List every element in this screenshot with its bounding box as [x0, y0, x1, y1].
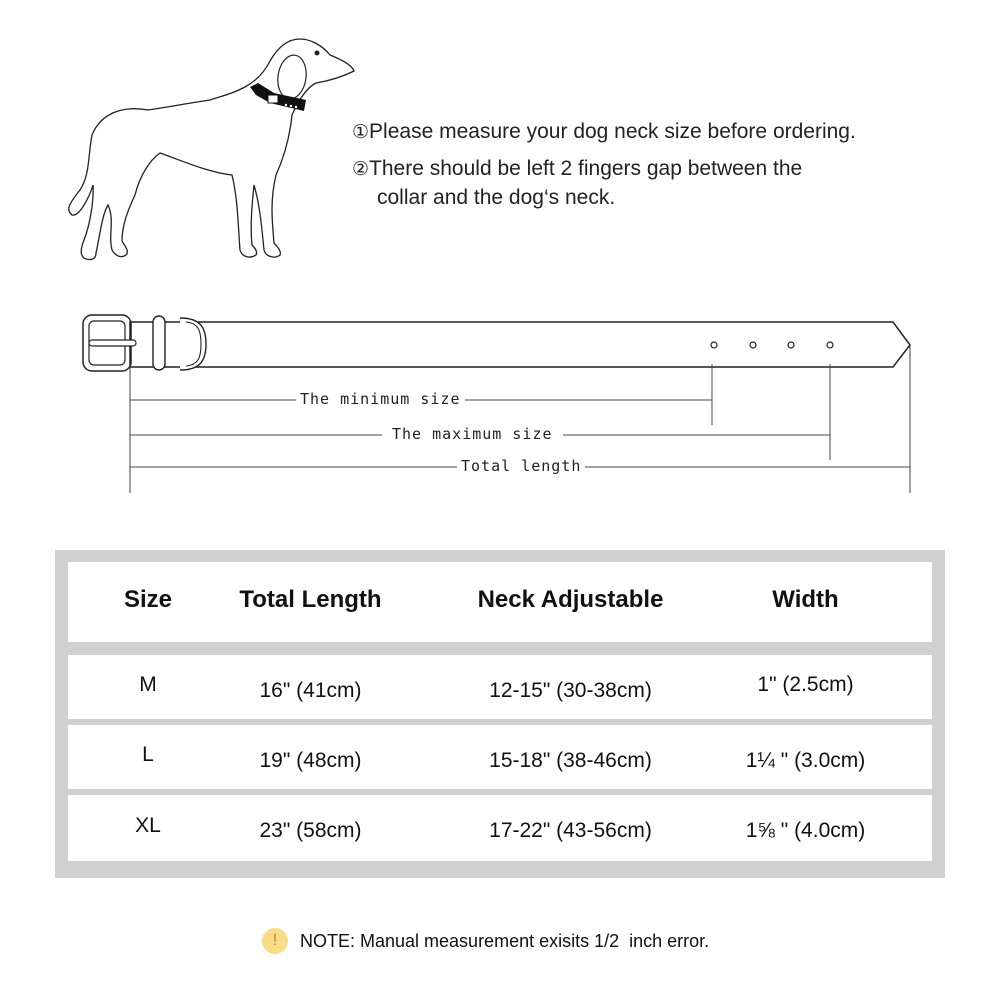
header-size: Size — [123, 586, 173, 613]
table-row: M 16" (41cm) 12-15" (30-38cm) 1" (2.5cm) — [68, 655, 932, 719]
hole-3 — [788, 342, 794, 348]
size-table — [55, 550, 945, 878]
header-total-length: Total Length — [239, 586, 382, 613]
min-size-label: The minimum size — [296, 390, 465, 408]
note-text: NOTE: Manual measurement exisits 1/2 inch error. — [300, 930, 710, 951]
table-row: L 19" (48cm) 15-18" (38-46cm) 1¼ " (3.0cm) — [68, 725, 932, 789]
table-header-row — [68, 562, 932, 642]
circled-number-1: ① — [352, 122, 370, 143]
total-length-label: Total length — [457, 457, 585, 475]
hole-1 — [711, 342, 717, 348]
header-neck-adjustable: Neck Adjustable — [477, 586, 664, 613]
hole-4 — [827, 342, 833, 348]
header-width: Width — [772, 586, 839, 613]
instruction-1: ①Please measure your dog neck size before ordering. — [352, 120, 856, 143]
table-row: XL 23" (58cm) 17-22" (43-56cm) 1⅝ " (4.0cm) — [68, 795, 932, 861]
instruction-2-continued: collar and the dog‘s neck. — [377, 186, 616, 209]
circled-number-2: ② — [352, 159, 370, 180]
instruction-2: ②There should be left 2 fingers gap between the — [352, 157, 803, 180]
warning-icon: ! — [262, 928, 288, 954]
max-size-label: The maximum size — [382, 425, 563, 443]
note — [262, 928, 709, 954]
hole-2 — [750, 342, 756, 348]
